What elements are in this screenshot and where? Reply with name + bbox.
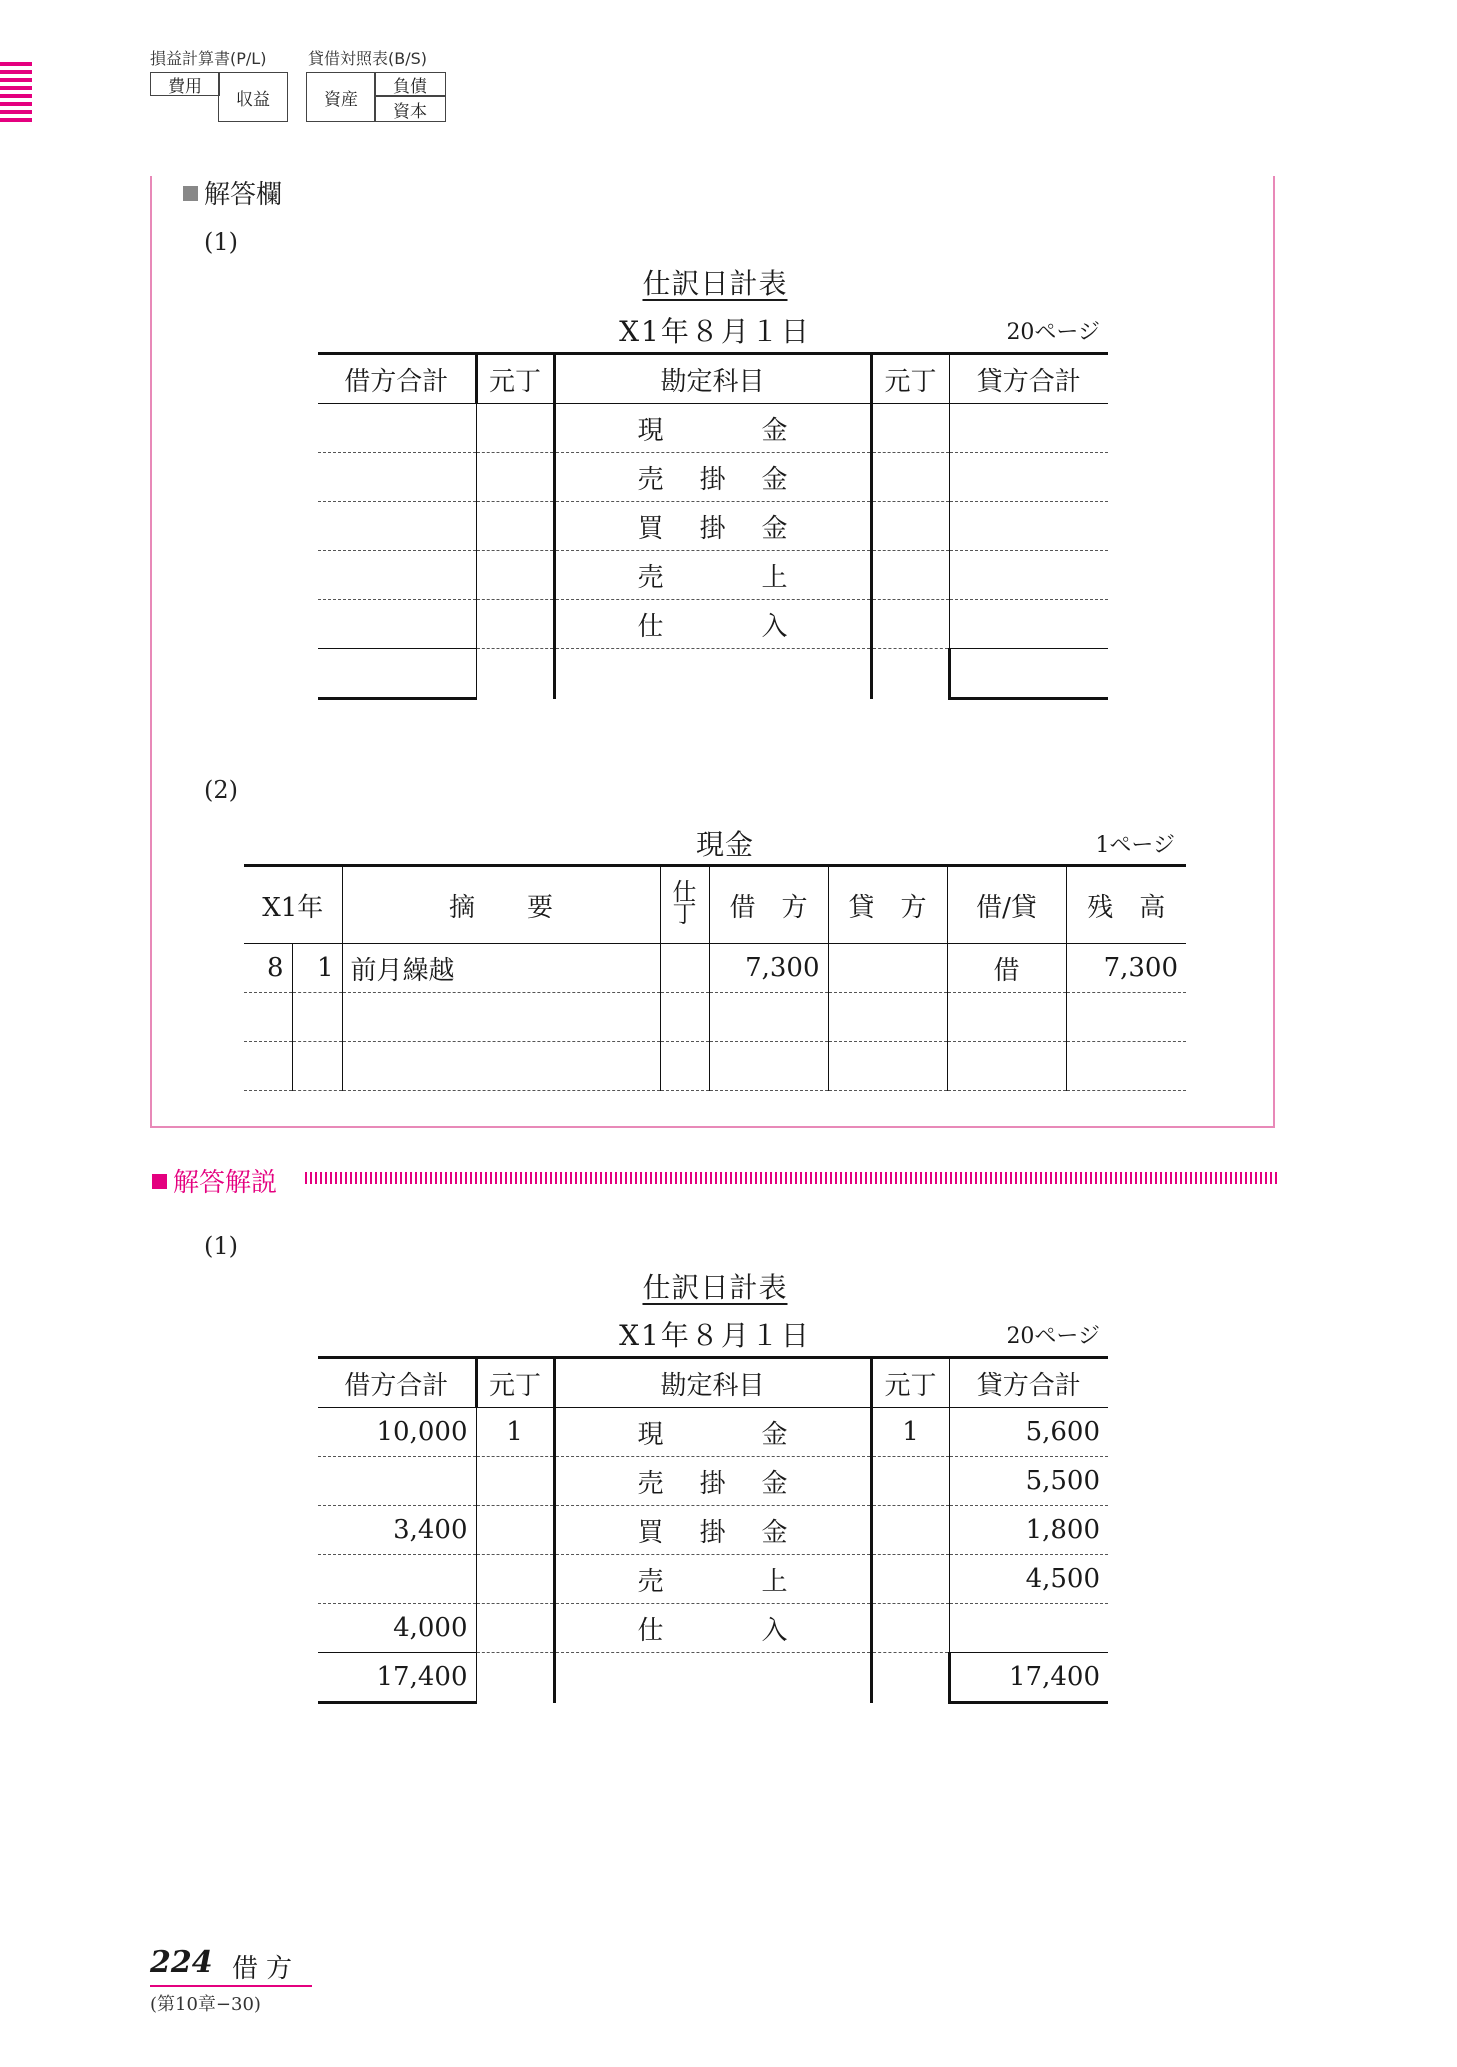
credit-input-cell[interactable] bbox=[828, 993, 947, 1042]
credit-ref-cell bbox=[871, 1604, 949, 1653]
debit-total-cell: 17,400 bbox=[318, 1653, 476, 1703]
table-row bbox=[318, 404, 1108, 453]
table-row bbox=[318, 600, 1108, 649]
ref-input-cell[interactable] bbox=[476, 404, 554, 453]
month-input-cell[interactable] bbox=[244, 993, 292, 1042]
journal-blank-title: 仕訳日計表 bbox=[642, 267, 788, 300]
ledger-page: 1ページ bbox=[1095, 833, 1175, 858]
debit-cell bbox=[318, 1457, 476, 1506]
credit-input-cell[interactable] bbox=[949, 404, 1108, 453]
credit-total-input-cell[interactable] bbox=[949, 649, 1108, 699]
balance-cell: 7,300 bbox=[1066, 944, 1186, 993]
table-row bbox=[318, 1555, 1108, 1604]
chapter-stripe-marker bbox=[0, 62, 32, 124]
bs-assets-box: 資産 bbox=[306, 72, 376, 122]
header-dr-cr: 借/貸 bbox=[947, 866, 1066, 944]
header-credit-total: 貸方合計 bbox=[949, 1358, 1108, 1408]
debit-input-cell[interactable] bbox=[318, 404, 476, 453]
journal-blank-page: 20ページ bbox=[1006, 320, 1100, 345]
header-debit: 借 方 bbox=[709, 866, 828, 944]
account-cell: 買 掛 金 bbox=[554, 1506, 871, 1555]
header-account: 勘定科目 bbox=[554, 1358, 871, 1408]
dr-cr-input-cell[interactable] bbox=[947, 993, 1066, 1042]
journal-answer-title: 仕訳日計表 bbox=[642, 1271, 788, 1304]
square-bullet-icon bbox=[152, 1174, 167, 1189]
table-row bbox=[318, 1604, 1108, 1653]
table-row bbox=[318, 551, 1108, 600]
account-cell: 買 掛 金 bbox=[554, 502, 871, 551]
credit-cell bbox=[828, 944, 947, 993]
ref-cell bbox=[476, 1653, 554, 1703]
header-credit-total: 貸方合計 bbox=[949, 354, 1108, 404]
page-side-label: 借方 bbox=[232, 1954, 301, 1984]
day-input-cell[interactable] bbox=[292, 1042, 342, 1091]
dr-cr-cell: 借 bbox=[947, 944, 1066, 993]
credit-cell: 1,800 bbox=[949, 1506, 1108, 1555]
account-cell: 売 掛 金 bbox=[554, 1457, 871, 1506]
credit-ref-cell bbox=[871, 1506, 949, 1555]
account-cell bbox=[554, 649, 871, 699]
journal-answer-date: X1年８月１日 bbox=[619, 1319, 811, 1352]
credit-ref-cell: 1 bbox=[871, 1408, 949, 1457]
total-row bbox=[318, 1653, 1108, 1703]
section-hatch-divider bbox=[305, 1172, 1277, 1184]
account-cell: 売 上 bbox=[554, 1555, 871, 1604]
day-input-cell[interactable] bbox=[292, 993, 342, 1042]
credit-cell: 5,500 bbox=[949, 1457, 1108, 1506]
table-row bbox=[318, 502, 1108, 551]
summary-cell: 前月繰越 bbox=[342, 944, 660, 993]
table-row bbox=[318, 1506, 1108, 1555]
square-bullet-icon bbox=[183, 186, 198, 201]
bs-caption: 貸借対照表(B/S) bbox=[308, 49, 428, 68]
header-credit-ref: 元丁 bbox=[871, 354, 949, 404]
header-debit-ref: 元丁 bbox=[476, 1358, 554, 1408]
debit-input-cell[interactable] bbox=[709, 1042, 828, 1091]
bs-capital-box: 資本 bbox=[374, 96, 446, 122]
account-cell bbox=[554, 1653, 871, 1703]
credit-input-cell[interactable] bbox=[949, 600, 1108, 649]
total-row bbox=[318, 649, 1108, 699]
month-cell: 8 bbox=[244, 944, 292, 993]
answer-part1-label: (1) bbox=[204, 228, 238, 256]
account-cell: 現 金 bbox=[554, 404, 871, 453]
journal-blank-date: X1年８月１日 bbox=[619, 315, 811, 348]
summary-input-cell[interactable] bbox=[342, 993, 660, 1042]
journal-answer-header-row bbox=[318, 1358, 1108, 1408]
ref-input-cell[interactable] bbox=[871, 551, 949, 600]
account-cell: 売 上 bbox=[554, 551, 871, 600]
credit-input-cell[interactable] bbox=[949, 453, 1108, 502]
ref-cell bbox=[871, 649, 949, 699]
header-account: 勘定科目 bbox=[554, 354, 871, 404]
account-cell: 仕 入 bbox=[554, 600, 871, 649]
ref-input-cell[interactable] bbox=[476, 453, 554, 502]
debit-input-cell[interactable] bbox=[318, 600, 476, 649]
balance-input-cell[interactable] bbox=[1066, 993, 1186, 1042]
credit-input-cell[interactable] bbox=[949, 551, 1108, 600]
debit-input-cell[interactable] bbox=[318, 453, 476, 502]
debit-ref-cell: 1 bbox=[476, 1408, 554, 1457]
debit-ref-cell bbox=[476, 1555, 554, 1604]
table-row bbox=[244, 1042, 1186, 1091]
credit-total-cell: 17,400 bbox=[949, 1653, 1108, 1703]
month-input-cell[interactable] bbox=[244, 1042, 292, 1091]
debit-input-cell[interactable] bbox=[709, 993, 828, 1042]
journal-blank-header-row bbox=[318, 354, 1108, 404]
account-cell: 仕 入 bbox=[554, 1604, 871, 1653]
ref-input-cell[interactable] bbox=[660, 1042, 709, 1091]
header-credit-ref: 元丁 bbox=[871, 1358, 949, 1408]
ref-cell bbox=[660, 944, 709, 993]
table-row bbox=[318, 1457, 1108, 1506]
header-debit-total: 借方合計 bbox=[318, 1358, 476, 1408]
ref-input-cell[interactable] bbox=[476, 551, 554, 600]
ledger-title: 現金 bbox=[695, 828, 754, 861]
ref-cell bbox=[476, 649, 554, 699]
table-row bbox=[244, 993, 1186, 1042]
answer-section-title: 解答欄 bbox=[183, 174, 282, 211]
ref-input-cell[interactable] bbox=[660, 993, 709, 1042]
table-row bbox=[244, 944, 1186, 993]
debit-cell: 7,300 bbox=[709, 944, 828, 993]
page-number: 224 bbox=[150, 1945, 213, 1980]
header-credit: 貸 方 bbox=[828, 866, 947, 944]
credit-ref-cell bbox=[871, 1457, 949, 1506]
ref-input-cell[interactable] bbox=[871, 453, 949, 502]
day-cell: 1 bbox=[292, 944, 342, 993]
balance-input-cell[interactable] bbox=[1066, 1042, 1186, 1091]
credit-cell: 4,500 bbox=[949, 1555, 1108, 1604]
bs-liabilities-box: 負債 bbox=[374, 72, 446, 96]
credit-cell: 5,600 bbox=[949, 1408, 1108, 1457]
debit-ref-cell bbox=[476, 1506, 554, 1555]
ref-input-cell[interactable] bbox=[871, 502, 949, 551]
ref-input-cell[interactable] bbox=[871, 404, 949, 453]
ref-input-cell[interactable] bbox=[476, 502, 554, 551]
debit-cell: 4,000 bbox=[318, 1604, 476, 1653]
dr-cr-input-cell[interactable] bbox=[947, 1042, 1066, 1091]
ledger-header-row bbox=[244, 866, 1186, 944]
credit-cell bbox=[949, 1604, 1108, 1653]
credit-input-cell[interactable] bbox=[949, 502, 1108, 551]
pl-expense-box: 費用 bbox=[150, 72, 220, 96]
debit-total-input-cell[interactable] bbox=[318, 649, 476, 699]
header-year: X1年 bbox=[244, 866, 342, 944]
debit-cell: 3,400 bbox=[318, 1506, 476, 1555]
journal-blank-table bbox=[318, 352, 1108, 700]
credit-input-cell[interactable] bbox=[828, 1042, 947, 1091]
chapter-reference: (第10章−30) bbox=[150, 1994, 261, 2015]
pl-caption: 損益計算書(P/L) bbox=[150, 49, 267, 68]
debit-cell: 10,000 bbox=[318, 1408, 476, 1457]
credit-ref-cell bbox=[871, 1555, 949, 1604]
ref-input-cell[interactable] bbox=[476, 600, 554, 649]
header-debit-ref: 元丁 bbox=[476, 354, 554, 404]
journal-answer-table bbox=[318, 1356, 1108, 1704]
account-cell: 売 掛 金 bbox=[554, 453, 871, 502]
explanation-part1-label: (1) bbox=[204, 1232, 238, 1260]
answer-part2-label: (2) bbox=[204, 776, 238, 804]
debit-cell bbox=[318, 1555, 476, 1604]
debit-ref-cell bbox=[476, 1604, 554, 1653]
summary-input-cell[interactable] bbox=[342, 1042, 660, 1091]
header-summary: 摘 要 bbox=[342, 866, 660, 944]
account-cell: 現 金 bbox=[554, 1408, 871, 1457]
ref-input-cell[interactable] bbox=[871, 600, 949, 649]
ledger-table bbox=[244, 864, 1186, 1091]
pl-revenue-box: 収益 bbox=[218, 72, 288, 122]
debit-input-cell[interactable] bbox=[318, 551, 476, 600]
header-debit-total: 借方合計 bbox=[318, 354, 476, 404]
header-ref: 仕 丁 bbox=[660, 866, 709, 944]
journal-answer-page: 20ページ bbox=[1006, 1324, 1100, 1349]
table-row bbox=[318, 453, 1108, 502]
ref-cell bbox=[871, 1653, 949, 1703]
explanation-section-title: 解答解説 bbox=[152, 1162, 277, 1199]
header-balance: 残 高 bbox=[1066, 866, 1186, 944]
debit-input-cell[interactable] bbox=[318, 502, 476, 551]
debit-ref-cell bbox=[476, 1457, 554, 1506]
footer-rule bbox=[150, 1985, 312, 1987]
table-row bbox=[318, 1408, 1108, 1457]
